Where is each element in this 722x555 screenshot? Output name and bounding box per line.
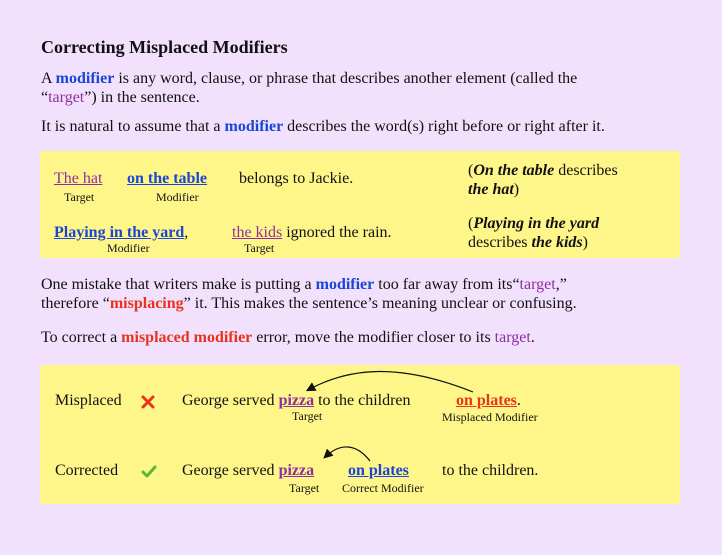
misplaced-modifier-label: Misplaced Modifier bbox=[442, 410, 538, 424]
intro-paragraph-1 bbox=[41, 69, 577, 107]
mistake-text: too far away from its“ bbox=[374, 276, 520, 293]
note-paren: ) bbox=[513, 181, 520, 198]
mistake-text: ,” bbox=[555, 276, 567, 293]
correct-text: error, move the modifier closer to its bbox=[252, 329, 495, 346]
target-term: target bbox=[494, 329, 531, 346]
corrected-arrow bbox=[325, 447, 370, 461]
mistake-text: therefore “ bbox=[41, 295, 110, 312]
corrected-modifier-label: Correct Modifier bbox=[342, 481, 424, 495]
example-1-note bbox=[468, 161, 618, 199]
note-modifier: Playing in the yard bbox=[473, 215, 600, 232]
mistake-text: ” it. This makes the sentence’s meaning unclear or confusing. bbox=[183, 295, 577, 312]
sentence-text: George served bbox=[182, 462, 279, 479]
modifier-term: modifier bbox=[224, 118, 284, 135]
note-target: the kids bbox=[531, 234, 583, 251]
page-title: Correcting Misplaced Modifiers bbox=[41, 37, 288, 57]
misplaced-arrow bbox=[308, 371, 473, 392]
misplaced-sentence bbox=[182, 392, 411, 410]
mistake-paragraph bbox=[41, 275, 577, 313]
check-mark-icon bbox=[141, 465, 157, 479]
note-modifier: On the table bbox=[473, 162, 555, 179]
comma: , bbox=[184, 224, 189, 241]
example-2-note bbox=[468, 214, 599, 252]
example-1-rest: belongs to Jackie. bbox=[239, 170, 354, 187]
example-2-rest: ignored the rain. bbox=[282, 224, 392, 241]
example-2-target-label: Target bbox=[244, 241, 275, 255]
demo-box bbox=[40, 365, 680, 504]
note-paren: ( bbox=[468, 215, 474, 232]
example-2-modifier: Playing in the yard bbox=[54, 224, 185, 241]
example-1-target: The hat bbox=[54, 170, 103, 187]
intro-text: is any word, clause, or phrase that describes another element (called the bbox=[114, 70, 578, 87]
example-2-modifier-label: Modifier bbox=[107, 241, 150, 255]
misplaced-target: pizza bbox=[278, 392, 315, 409]
mistake-text: One mistake that writers make is putting a bbox=[41, 276, 316, 293]
sentence-text: George served bbox=[182, 392, 279, 409]
corrected-label: Corrected bbox=[55, 462, 119, 479]
period: . bbox=[516, 392, 521, 409]
note-target: the hat bbox=[468, 181, 514, 198]
example-2-target-group bbox=[232, 224, 392, 242]
note-text: describes bbox=[554, 162, 618, 179]
intro-paragraph-2 bbox=[41, 117, 605, 136]
example-1-target-label: Target bbox=[64, 190, 95, 204]
corrected-sentence bbox=[182, 462, 314, 480]
misplaced-modifier-term: misplaced modifier bbox=[121, 329, 253, 346]
correct-text: . bbox=[530, 329, 535, 346]
example-1-modifier: on the table bbox=[127, 170, 207, 187]
intro-text: ”) in the sentence. bbox=[84, 89, 200, 106]
example-box bbox=[40, 151, 680, 258]
note-paren: ) bbox=[582, 234, 588, 251]
note-text: describes bbox=[468, 234, 532, 251]
example-2-modifier-group bbox=[54, 224, 188, 242]
target-term: target bbox=[48, 89, 85, 106]
corrected-target-label: Target bbox=[289, 481, 320, 495]
corrected-target: pizza bbox=[278, 462, 315, 479]
correct-paragraph bbox=[41, 328, 535, 347]
sentence-text: to the children bbox=[314, 392, 411, 409]
intro-text: A bbox=[41, 70, 56, 87]
example-2-target: the kids bbox=[232, 224, 283, 241]
misplacing-term: misplacing bbox=[109, 295, 184, 312]
correct-text: To correct a bbox=[41, 329, 122, 346]
misplaced-target-label: Target bbox=[292, 409, 323, 423]
note-paren: ( bbox=[468, 162, 474, 179]
misplaced-modifier: on plates bbox=[456, 392, 517, 409]
corrected-modifier: on plates bbox=[348, 462, 409, 479]
example-1-modifier-label: Modifier bbox=[156, 190, 199, 204]
misplaced-modifier-group bbox=[456, 392, 521, 410]
modifier-term: modifier bbox=[55, 70, 115, 87]
intro-text: describes the word(s) right before or right after it. bbox=[283, 118, 605, 135]
quote-mark: “ bbox=[41, 89, 49, 106]
misplaced-label: Misplaced bbox=[55, 392, 122, 409]
modifier-term: modifier bbox=[315, 276, 375, 293]
target-term: target bbox=[519, 276, 556, 293]
intro-text: It is natural to assume that a bbox=[41, 118, 225, 135]
x-mark-icon bbox=[141, 395, 155, 409]
corrected-sentence-end: to the children. bbox=[442, 462, 539, 479]
